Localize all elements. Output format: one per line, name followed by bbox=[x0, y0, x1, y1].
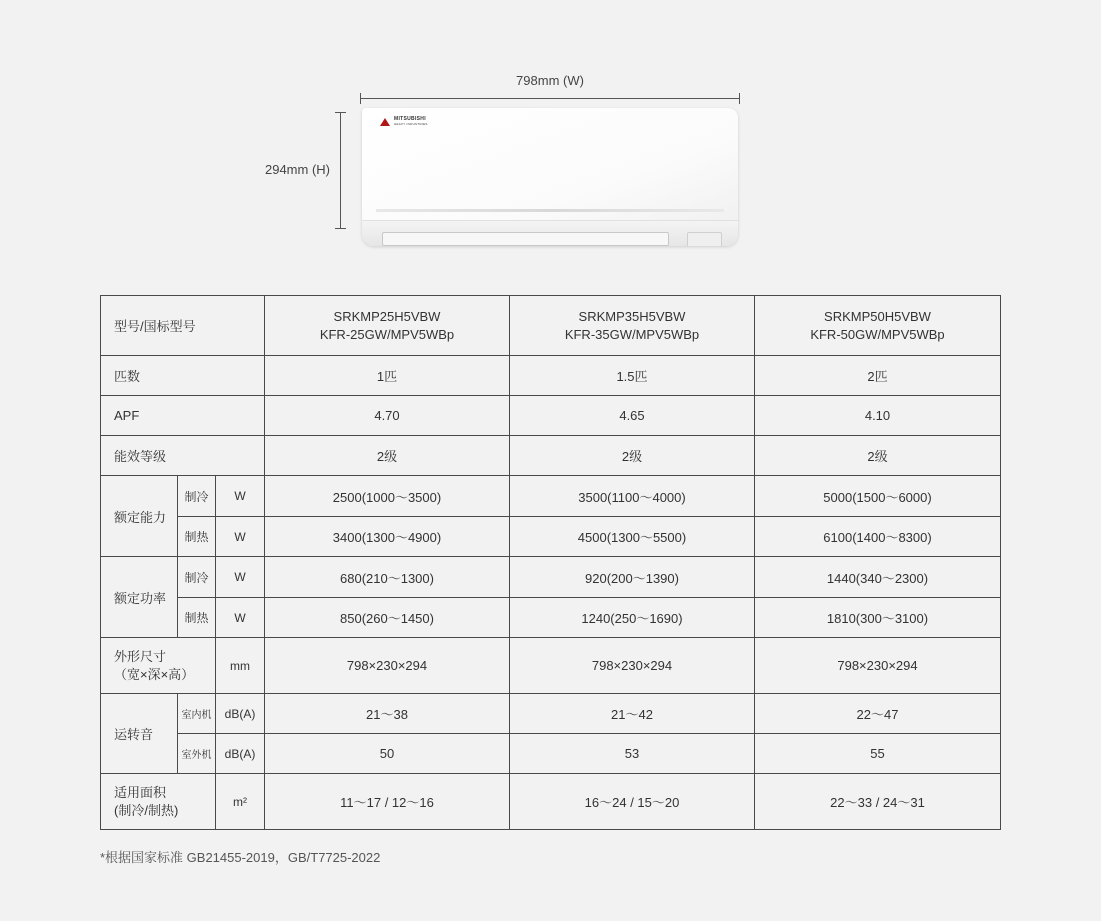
row-apf bbox=[101, 396, 1001, 436]
capacity-heating-value: 4500(1300～5500) bbox=[510, 517, 755, 557]
apf-label: APF bbox=[101, 396, 265, 436]
model-name: SRKMP25H5VBW bbox=[333, 308, 441, 324]
noise-outdoor-unit: dB(A) bbox=[216, 734, 265, 774]
power-heating-value: 1240(250～1690) bbox=[510, 598, 755, 638]
power-heating-label: 制热 bbox=[178, 598, 216, 638]
noise-outdoor-value: 55 bbox=[755, 734, 1001, 774]
dimensions-value: 798×230×294 bbox=[265, 638, 510, 694]
model-cell-1 bbox=[265, 296, 510, 356]
dimensions-label bbox=[101, 638, 216, 694]
brand-name: MITSUBISHI bbox=[394, 116, 426, 122]
area-label-line1: 适用面积 bbox=[114, 784, 167, 800]
area-label bbox=[101, 774, 216, 830]
area-value: 22～33 / 24～31 bbox=[755, 774, 1001, 830]
noise-indoor-value: 22～47 bbox=[755, 694, 1001, 734]
capacity-heating-value: 6100(1400～8300) bbox=[755, 517, 1001, 557]
row-capacity-cooling bbox=[101, 476, 1001, 517]
model-label: 型号/国标型号 bbox=[101, 296, 265, 356]
power-cooling-value: 1440(340～2300) bbox=[755, 557, 1001, 598]
capacity-cooling-label: 制冷 bbox=[178, 476, 216, 517]
noise-indoor-value: 21～38 bbox=[265, 694, 510, 734]
row-energy bbox=[101, 436, 1001, 476]
capacity-cooling-value: 5000(1500～6000) bbox=[755, 476, 1001, 517]
noise-outdoor-value: 53 bbox=[510, 734, 755, 774]
power-heating-value: 850(260～1450) bbox=[265, 598, 510, 638]
dimensions-unit: mm bbox=[216, 638, 265, 694]
hp-value: 1.5匹 bbox=[510, 356, 755, 396]
energy-label: 能效等级 bbox=[101, 436, 265, 476]
capacity-label: 额定能力 bbox=[101, 476, 178, 557]
capacity-heating-unit: W bbox=[216, 517, 265, 557]
brand-subname: HEAVY INDUSTRIES bbox=[394, 122, 428, 126]
gb-model-name: KFR-50GW/MPV5WBp bbox=[810, 326, 945, 342]
apf-value: 4.70 bbox=[265, 396, 510, 436]
power-label: 额定功率 bbox=[101, 557, 178, 638]
width-dimension-line bbox=[360, 98, 740, 99]
hp-value: 2匹 bbox=[755, 356, 1001, 396]
power-cooling-label: 制冷 bbox=[178, 557, 216, 598]
row-area bbox=[101, 774, 1001, 830]
air-conditioner-image bbox=[362, 108, 738, 246]
row-noise-indoor bbox=[101, 694, 1001, 734]
row-dimensions bbox=[101, 638, 1001, 694]
model-name: SRKMP35H5VBW bbox=[578, 308, 686, 324]
capacity-cooling-value: 3500(1100～4000) bbox=[510, 476, 755, 517]
front-panel-band bbox=[376, 209, 724, 212]
model-name: SRKMP50H5VBW bbox=[824, 308, 931, 324]
air-outlet-vent bbox=[382, 232, 669, 246]
model-cell-2 bbox=[510, 296, 755, 356]
hp-value: 1匹 bbox=[265, 356, 510, 396]
row-hp bbox=[101, 356, 1001, 396]
capacity-cooling-unit: W bbox=[216, 476, 265, 517]
power-cooling-value: 680(210～1300) bbox=[265, 557, 510, 598]
row-power-heating bbox=[101, 598, 1001, 638]
noise-outdoor-label: 室外机 bbox=[178, 734, 216, 774]
capacity-cooling-value: 2500(1000～3500) bbox=[265, 476, 510, 517]
spec-table bbox=[100, 295, 1001, 830]
height-dimension-label: 294mm (H) bbox=[264, 162, 330, 177]
power-cooling-value: 920(200～1390) bbox=[510, 557, 755, 598]
dimensions-value: 798×230×294 bbox=[510, 638, 755, 694]
energy-value: 2级 bbox=[510, 436, 755, 476]
noise-indoor-label: 室内机 bbox=[178, 694, 216, 734]
area-value: 11～17 / 12～16 bbox=[265, 774, 510, 830]
noise-indoor-value: 21～42 bbox=[510, 694, 755, 734]
area-label-line2: (制冷/制热) bbox=[114, 802, 179, 818]
capacity-heating-label: 制热 bbox=[178, 517, 216, 557]
model-cell-3 bbox=[755, 296, 1001, 356]
height-dimension-line bbox=[340, 112, 341, 229]
noise-indoor-unit: dB(A) bbox=[216, 694, 265, 734]
row-model bbox=[101, 296, 1001, 356]
dimensions-label-line1: 外形尺寸 bbox=[114, 648, 167, 664]
width-dimension-label: 798mm (W) bbox=[516, 73, 584, 88]
energy-value: 2级 bbox=[755, 436, 1001, 476]
capacity-heating-value: 3400(1300～4900) bbox=[265, 517, 510, 557]
noise-outdoor-value: 50 bbox=[265, 734, 510, 774]
dimensions-label-line2: （宽×深×高） bbox=[114, 666, 195, 682]
brand-logo bbox=[380, 117, 428, 127]
apf-value: 4.65 bbox=[510, 396, 755, 436]
row-noise-outdoor bbox=[101, 734, 1001, 774]
power-heating-unit: W bbox=[216, 598, 265, 638]
area-value: 16～24 / 15～20 bbox=[510, 774, 755, 830]
apf-value: 4.10 bbox=[755, 396, 1001, 436]
brand-diamond-icon bbox=[380, 118, 390, 126]
row-capacity-heating bbox=[101, 517, 1001, 557]
indicator-panel bbox=[687, 232, 722, 246]
area-unit: m² bbox=[216, 774, 265, 830]
noise-label: 运转音 bbox=[101, 694, 178, 774]
dimensions-value: 798×230×294 bbox=[755, 638, 1001, 694]
hp-label: 匹数 bbox=[101, 356, 265, 396]
power-heating-value: 1810(300～3100) bbox=[755, 598, 1001, 638]
gb-model-name: KFR-25GW/MPV5WBp bbox=[319, 326, 455, 342]
standards-footnote: *根据国家标准 GB21455-2019，GB/T7725-2022 bbox=[100, 850, 381, 865]
gb-model-name: KFR-35GW/MPV5WBp bbox=[564, 326, 700, 342]
energy-value: 2级 bbox=[265, 436, 510, 476]
row-power-cooling bbox=[101, 557, 1001, 598]
power-cooling-unit: W bbox=[216, 557, 265, 598]
